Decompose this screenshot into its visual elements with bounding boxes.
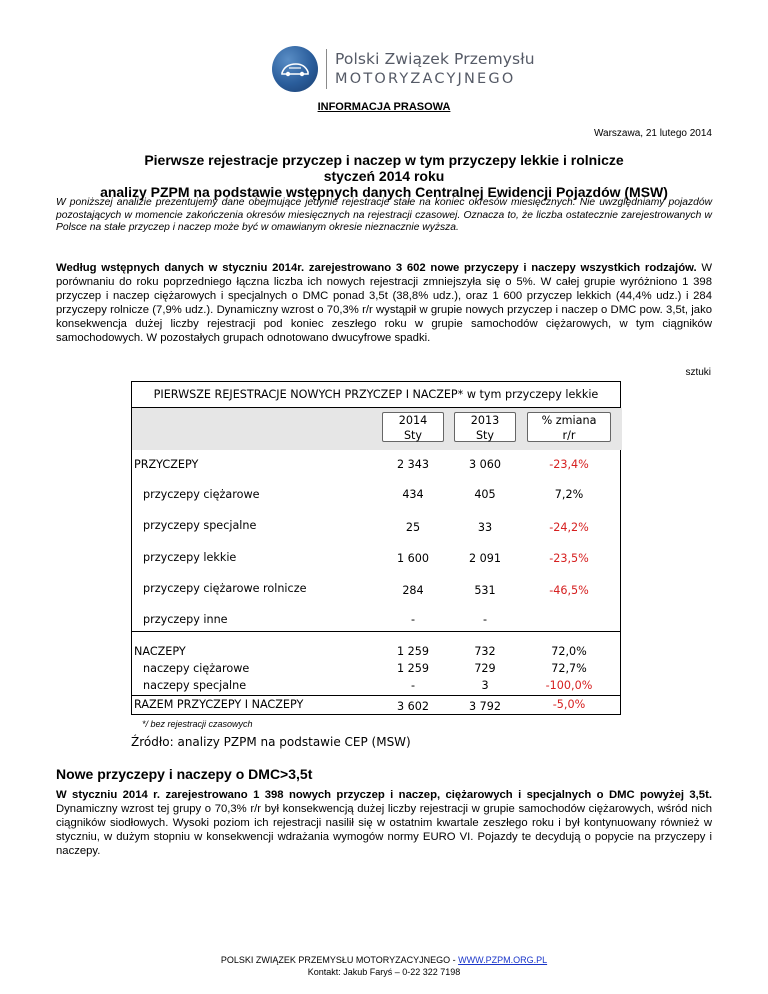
row-value-2013: 3 792 <box>468 700 502 713</box>
date: Warszawa, 21 lutego 2014 <box>593 128 712 139</box>
row-value-2014: 284 <box>402 584 424 597</box>
paragraph-2-lead: W styczniu 2014 r. zarejestrowano 1 398 nowych przyczep i naczep, ciężarowych i specjalnych o DMC powyżej 3,5t. <box>56 789 712 801</box>
paragraph-2-body: Dynamiczny wzrost tej grupy o 70,3% r/r był konsekwencją dużej liczby rejestracji w grupie samochodów ciężarowych, wśród nich ciągników siodłowych. Wysoki poziom ich rejestracji nasilił się w ostatnim kwartale zeszłego roku i był kontynuowany również w styczniu, w dużym stopniu w konsekwencji wdrażania wymogów normy EURO VI. Pojazdy te decydują o popycie na przyczepy i naczepy. <box>56 803 712 857</box>
table-divider <box>132 695 620 696</box>
paragraph-2 <box>56 788 712 858</box>
row-change: 72,7% <box>551 662 587 675</box>
intro-note: W poniższej analizie prezentujemy dane obejmujące jedynie rejestracje stałe na koniec okresów miesięcznych. Nie uwzględniamy pojazdów pozostających w momencie zakończenia okresów miesięcznych na rejestracji czasowej. Oznacza to, że liczba ostatecznie zarejestrowanych w Polsce na stałe przyczep i naczep może być w omawianym okresie nieznacznie wyższa. <box>56 197 712 233</box>
row-value-2013: 33 <box>477 521 493 534</box>
page-footer <box>0 954 768 978</box>
row-label: naczepy ciężarowe <box>143 662 250 675</box>
footer-contact: Kontakt: Jakub Faryś – 0-22 322 7198 <box>307 967 461 977</box>
table-divider <box>132 631 620 632</box>
col3-line2: r/r <box>562 429 576 442</box>
row-change: -100,0% <box>545 679 593 692</box>
col1-month: Sty <box>403 429 423 442</box>
pzpm-logo <box>272 46 535 92</box>
unit-label: sztuki <box>685 367 711 378</box>
row-label: przyczepy inne <box>143 613 228 626</box>
row-label: NACZEPY <box>134 645 186 658</box>
title-line1: Pierwsze rejestracje przyczep i naczep w tym przyczepy lekkie i rolnicze <box>144 152 624 168</box>
row-label: przyczepy ciężarowe rolnicze <box>143 582 307 595</box>
row-value-2013: 405 <box>474 488 496 501</box>
row-label: przyczepy specjalne <box>143 519 257 532</box>
column-header-change <box>527 412 611 442</box>
car-logo-icon <box>272 46 318 92</box>
row-value-2013: 732 <box>474 645 496 658</box>
footer-org: POLSKI ZWIĄZEK PRZEMYSŁU MOTORYZACYJNEGO - <box>220 955 459 965</box>
registrations-table <box>131 381 621 715</box>
column-header-2013 <box>454 412 516 442</box>
row-value-2013: 3 060 <box>468 458 502 471</box>
row-label: naczepy specjalne <box>143 679 247 692</box>
logo-line1: Polski Związek Przemysłu <box>335 50 535 68</box>
title-line2: styczeń 2014 roku <box>323 168 445 184</box>
row-value-2014: 1 259 <box>396 662 430 675</box>
column-header-2014 <box>382 412 444 442</box>
row-value-2014: 1 600 <box>396 552 430 565</box>
row-value-2014: 3 602 <box>396 700 430 713</box>
row-label: przyczepy lekkie <box>143 551 237 564</box>
row-label: PRZYCZEPY <box>134 458 199 471</box>
row-value-2014: 25 <box>405 521 421 534</box>
section-heading: Nowe przyczepy i naczepy o DMC>3,5t <box>56 766 313 782</box>
paragraph-1-lead: Według wstępnych danych w styczniu 2014r. zarejestrowano 3 602 nowe przyczepy i naczepy wszystkich rodzajów. <box>56 262 697 274</box>
row-change: -23,4% <box>549 458 589 471</box>
row-value-2014: 434 <box>402 488 424 501</box>
document-title <box>40 152 728 200</box>
row-value-2014: 1 259 <box>396 645 430 658</box>
row-value-2013: - <box>482 613 488 626</box>
paragraph-1-body: W porównaniu do roku poprzedniego łączna liczba ich nowych rejestracji zmniejszyła się o 5%. W całej grupie wyróżniono 1 398 przyczep i naczep ciężarowych i specjalnych o DMC ponad 3,5t (38,8% udz.), oraz 1 600 przyczep lekkich (44,4% udz.) i 284 przyczepy rolnicze (7,9% udz.). Dynamiczny wzrost o 70,3% r/r wystąpił w grupie nowych przyczep i naczep o DMC pow. 3,5t, jako konsekwencja dużej liczby rejestracji pod koniec zeszłego roku w grupie samochodów ciężarowych, w tym ciągników samochodowych. W pozostałych grupach odnotowano dwucyfrowe spadki. <box>56 262 712 344</box>
title-line3: analizy PZPM na podstawie wstępnych danych Centralnej Ewidencji Pojazdów (MSW) <box>100 184 668 200</box>
row-label: RAZEM PRZYCZEPY I NACZEPY <box>134 698 304 711</box>
row-change: -5,0% <box>552 698 586 711</box>
row-change: 7,2% <box>554 488 584 501</box>
row-value-2013: 729 <box>474 662 496 675</box>
row-value-2014: - <box>410 613 416 626</box>
row-change: -46,5% <box>549 584 589 597</box>
row-change: -23,5% <box>549 552 589 565</box>
press-release-label: INFORMACJA PRASOWA <box>317 101 451 113</box>
table-title: PIERWSZE REJESTRACJE NOWYCH PRZYCZEP I NACZEP* w tym przyczepy lekkie <box>132 382 620 408</box>
row-value-2014: 2 343 <box>396 458 430 471</box>
row-value-2013: 3 <box>481 679 489 692</box>
col2-year: 2013 <box>470 414 500 427</box>
row-value-2013: 531 <box>474 584 496 597</box>
row-value-2014: - <box>410 679 416 692</box>
table-footnote: */ bez rejestracji czasowych <box>142 719 253 729</box>
row-value-2013: 2 091 <box>468 552 502 565</box>
row-change: 72,0% <box>551 645 587 658</box>
logo-line2: MOTORYZACYJNEGO <box>335 71 516 87</box>
row-label: przyczepy ciężarowe <box>143 488 260 501</box>
col2-month: Sty <box>475 429 495 442</box>
paragraph-1 <box>56 261 712 345</box>
row-change: -24,2% <box>549 521 589 534</box>
col1-year: 2014 <box>398 414 428 427</box>
footer-website-link[interactable]: WWW.PZPM.ORG.PL <box>458 955 548 965</box>
source-note: Źródło: analizy PZPM na podstawie CEP (MSW) <box>131 735 411 749</box>
col3-line1: % zmiana <box>541 414 597 427</box>
